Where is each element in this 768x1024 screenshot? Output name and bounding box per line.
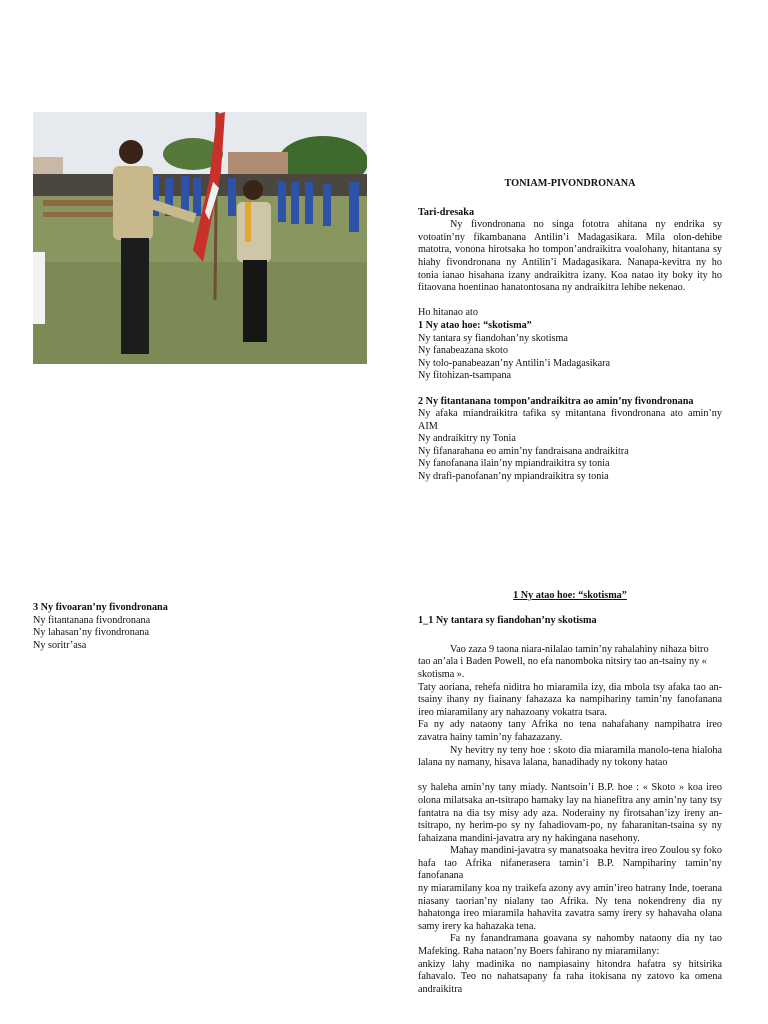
- list-item: Ny lahasan’ny fivondronana: [33, 627, 149, 639]
- ho-hitanao-label: Ho hitanao ato: [418, 307, 478, 319]
- list-item: Ny fanabeazana skoto: [418, 345, 508, 357]
- section-title: TONIAM-PIVONDRONANA: [504, 178, 636, 189]
- part1-heading: 1 Ny atao hoe: “skotisma”: [418, 319, 532, 331]
- paragraph: ankizy lahy madinika no nampiasainy hitondra hafatra sy hitsirika fahavalo. Teo no nahatsapany fa raha itokisana ny zatovo ka omena andraikitra: [418, 958, 722, 995]
- intro-paragraph: Ny fivondronana no singa fototra ahitana ny endrika sy votoatin’ny fikambanana Antilin’i Madagasikara. Mila olon-dehibe matotra, vonona hirotsaka ho tompon’andraikitra voalohany, hitantana sy hiahy fivondronana ny Antilin’i Madagasikara. Nanapa-kevitra ny ho tonia ianao hisahana izany andraikitra izany. Koa natao ity boky ity ho fitaovana hoentinao hanatontosana ny andraikitra lehibe nekenao.: [418, 219, 722, 294]
- paragraph: sy haleha amin’ny tany miady. Nantsoin’i B.P. hoe : « Skoto » koa ireo olona milatsaka an-tsitrapo hamaky lay na hianefitra any amin’ny tany tsy fantatra na dia tsy misy ady aza. Noderainy ny firotsahan’izy ireny an-tsitrapo, ny herim-po sy ny fahadiovam-po, ny faharanitan-tsaina sy ny fahaizana mandini-javatra ary ny hakingana nasehony.: [418, 782, 722, 844]
- paragraph: Vao zaza 9 taona niara-nilalao tamin’ny rahalahiny nihaza bitro: [450, 643, 709, 655]
- chapter-skotisma: [418, 590, 722, 996]
- photo-illustration: [33, 112, 367, 364]
- paragraph: Ny hevitry ny teny hoe : skoto dia miaramila manolo-tena hialoha lalana ny namany, hisava lalana, hanadihady ny tokony hatao: [418, 744, 722, 769]
- chapter-subheading: 1_1 Ny tantara sy fiandohan’ny skotisma: [418, 615, 597, 627]
- list-item: Ny soritr’asa: [33, 639, 87, 651]
- part3-heading: 3 Ny fivoaran’ny fivondronana: [33, 602, 168, 613]
- part2-heading: 2 Ny fitantanana tompon’andraikitra ao amin’ny fivondronana: [418, 395, 694, 407]
- list-item: Ny fifanarahana eo amin’ny fandraisana andraikitra: [418, 445, 629, 457]
- paragraph: Fa ny ady nataony tany Afrika no tena nahafahany nampihatra ireo zavatra hainy tamin’ny fahazazany.: [418, 719, 722, 743]
- paragraph: Taty aoriana, rehefa niditra ho miaramila izy, dia mbola tsy afaka tao an-tsainy ihany ny fiainany fahazaza ka nampihariny tamin’ny fanofanana ireo miaramilany ary nahazoany vokatra tsara.: [418, 681, 722, 718]
- paragraph: Fa ny fanandramana goavana sy nahomby nataony dia ny tao Mafeking. Raha nataon’ny Boers fahirano ny miaramilany:: [418, 933, 722, 958]
- intro-heading: Tari-dresaka: [418, 206, 475, 218]
- list-item: Ny tantara sy fiandohan’ny skotisma: [418, 332, 568, 344]
- paragraph: Mahay mandini-javatra sy manatsoaka hevitra ireo Zoulou sy foko hafa tao Afrika nifanerasera tamin’i B.P. Nampihariny tamin’ny fanofanana: [418, 845, 722, 882]
- paragraph: tao an’ala i Baden Powell, no efa nanomboka nitsiry tao an-tsainy ny « skotisma ».: [418, 656, 707, 680]
- list-item: Ny andraikitry ny Tonia: [418, 433, 516, 445]
- part1-list: [418, 333, 722, 383]
- list-item: Ny afaka miandraikitra tafika sy mitantana fivondronana ato amin’ny AIM: [418, 408, 722, 432]
- paragraph: ny miaramilany koa ny traikefa azony avy amin’ireo hatrany Inde, toerana niasany taorian’ny nialany tao Afrika. Ny tena nokendreny dia ny hahatonga ireo miaramila hahavita zavatra samy irery sy hahavaha olana samy irery ka hahazaka tena.: [418, 883, 722, 932]
- list-item: Ny fanofanana ilain’ny mpiandraikitra sy tonia: [418, 458, 610, 470]
- part3-list: [33, 615, 293, 653]
- scout-flag-ceremony-photo: [33, 112, 367, 364]
- list-item: Ny fitantanana fivondronana: [33, 614, 151, 626]
- section-fivoarana: [33, 602, 293, 652]
- chapter-title: 1 Ny atao hoe: “skotisma”: [513, 590, 627, 601]
- list-item: Ny drafi-panofanan’ny mpiandraikitra sy tonia: [418, 471, 609, 483]
- section-toniam-pivondronana: [418, 178, 722, 484]
- list-item: Ny fitohizan-tsampana: [418, 370, 512, 382]
- list-item: Ny tolo-panabeazan’ny Antilin’i Madagasikara: [418, 357, 611, 369]
- part2-list: [418, 408, 722, 484]
